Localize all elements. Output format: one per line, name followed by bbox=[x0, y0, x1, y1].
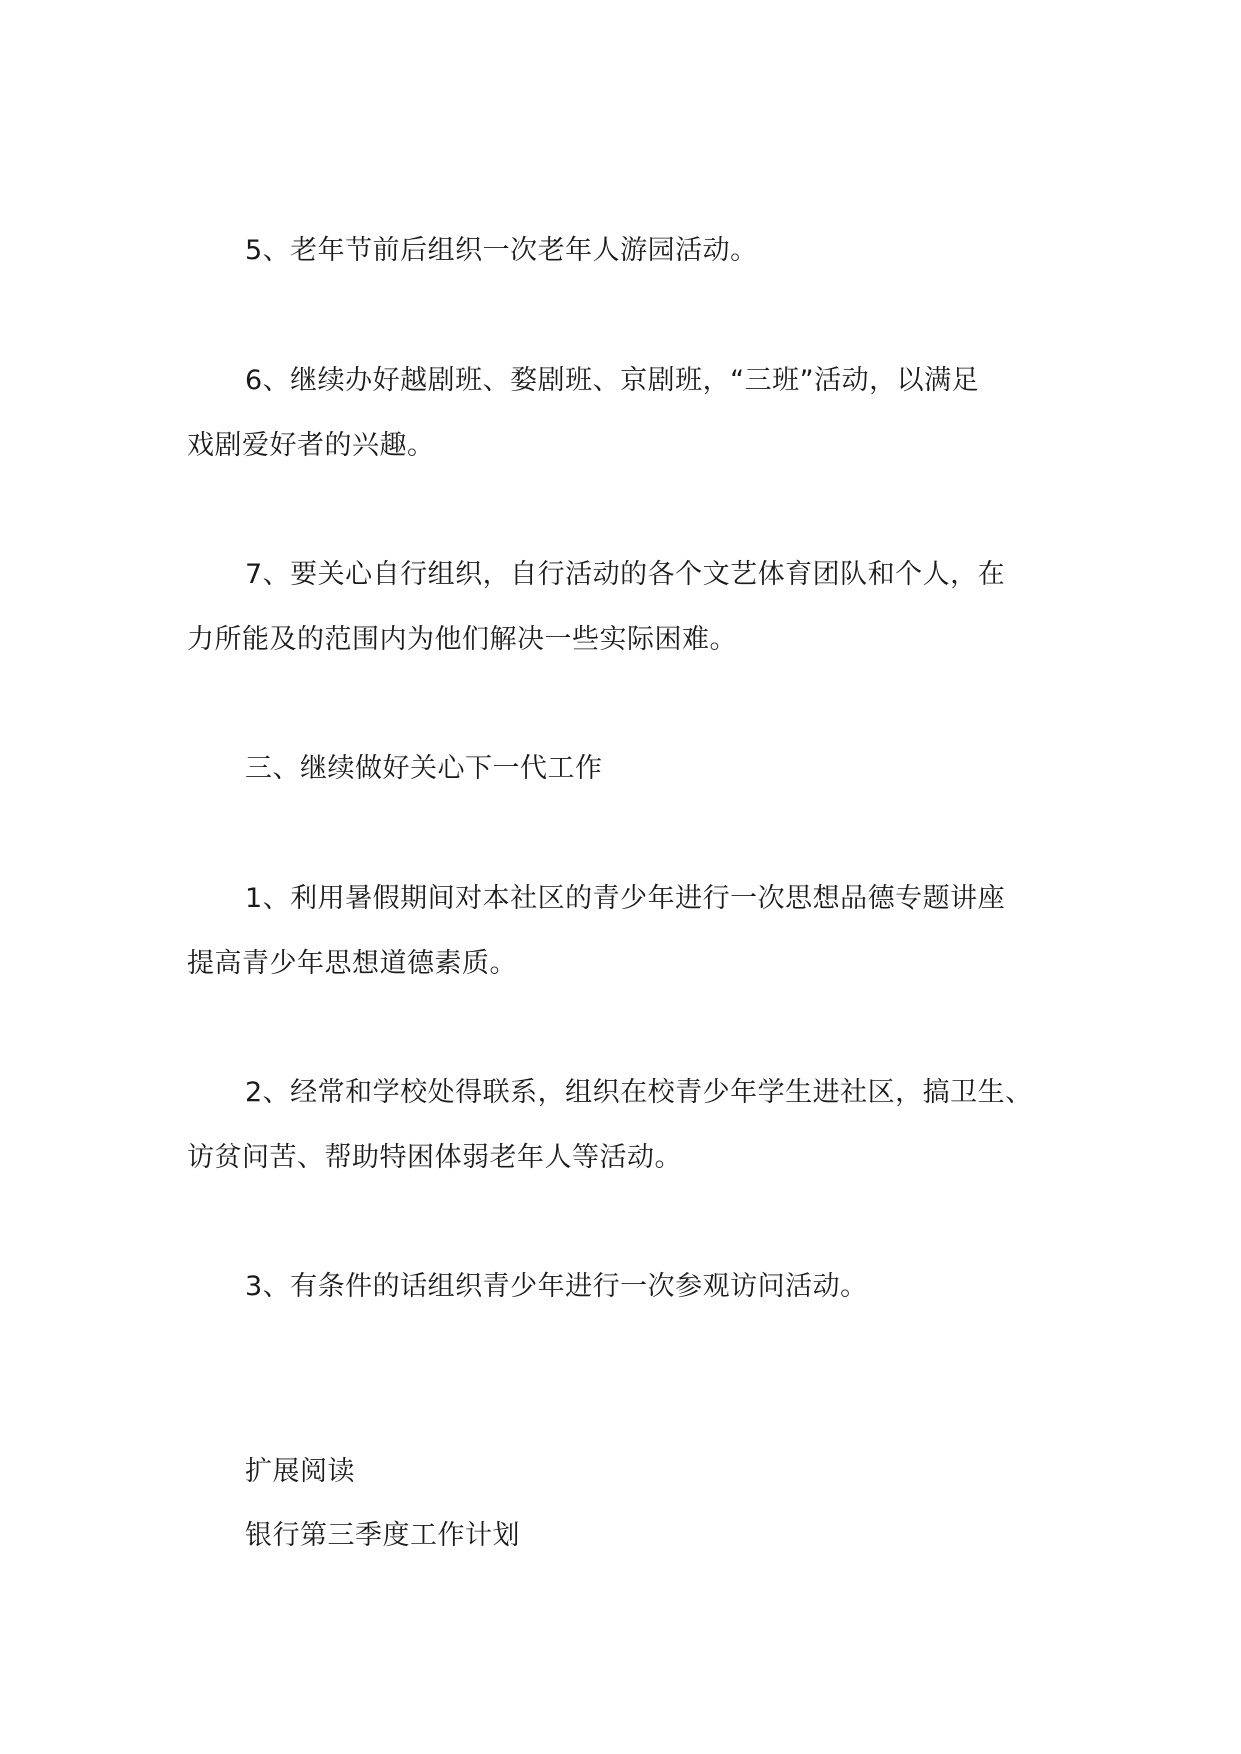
paragraph-item-3 bbox=[187, 1254, 1067, 1319]
section-heading-3 bbox=[187, 736, 1067, 801]
extended-reading-link[interactable]: 银行第三季度工作计划 bbox=[245, 1520, 520, 1551]
paragraph-item-7 bbox=[187, 542, 1067, 672]
paragraph-line: 1、利用暑假期间对本社区的青少年进行一次思想品德专题讲座 bbox=[245, 883, 1006, 914]
paragraph-item-6 bbox=[187, 348, 1067, 478]
paragraph-line: 戏剧爱好者的兴趣。 bbox=[187, 430, 435, 461]
paragraph-item-1 bbox=[187, 866, 1067, 996]
paragraph-line: 5、老年节前后组织一次老年人游园活动。 bbox=[245, 235, 758, 266]
paragraph-line: 6、继续办好越剧班、婺剧班、京剧班，“三班”活动，以满足 bbox=[245, 365, 980, 396]
paragraph-line: 力所能及的范围内为他们解决一些实际困难。 bbox=[187, 624, 737, 655]
paragraph-line: 2、经常和学校处得联系，组织在校青少年学生进社区，搞卫生、 bbox=[245, 1077, 1033, 1108]
paragraph-line: 3、有条件的话组织青少年进行一次参观访问活动。 bbox=[245, 1271, 868, 1302]
extended-reading-heading: 扩展阅读 bbox=[245, 1456, 355, 1487]
paragraph-item-2 bbox=[187, 1060, 1067, 1190]
paragraph-line: 提高青少年思想道德素质。 bbox=[187, 948, 517, 979]
paragraph-line: 访贫问苦、帮助特困体弱老年人等活动。 bbox=[187, 1142, 682, 1173]
paragraph-item-5 bbox=[187, 218, 1067, 283]
paragraph-line: 7、要关心自行组织，自行活动的各个文艺体育团队和个人，在 bbox=[245, 559, 1006, 590]
section-heading-text: 三、继续做好关心下一代工作 bbox=[245, 753, 603, 784]
